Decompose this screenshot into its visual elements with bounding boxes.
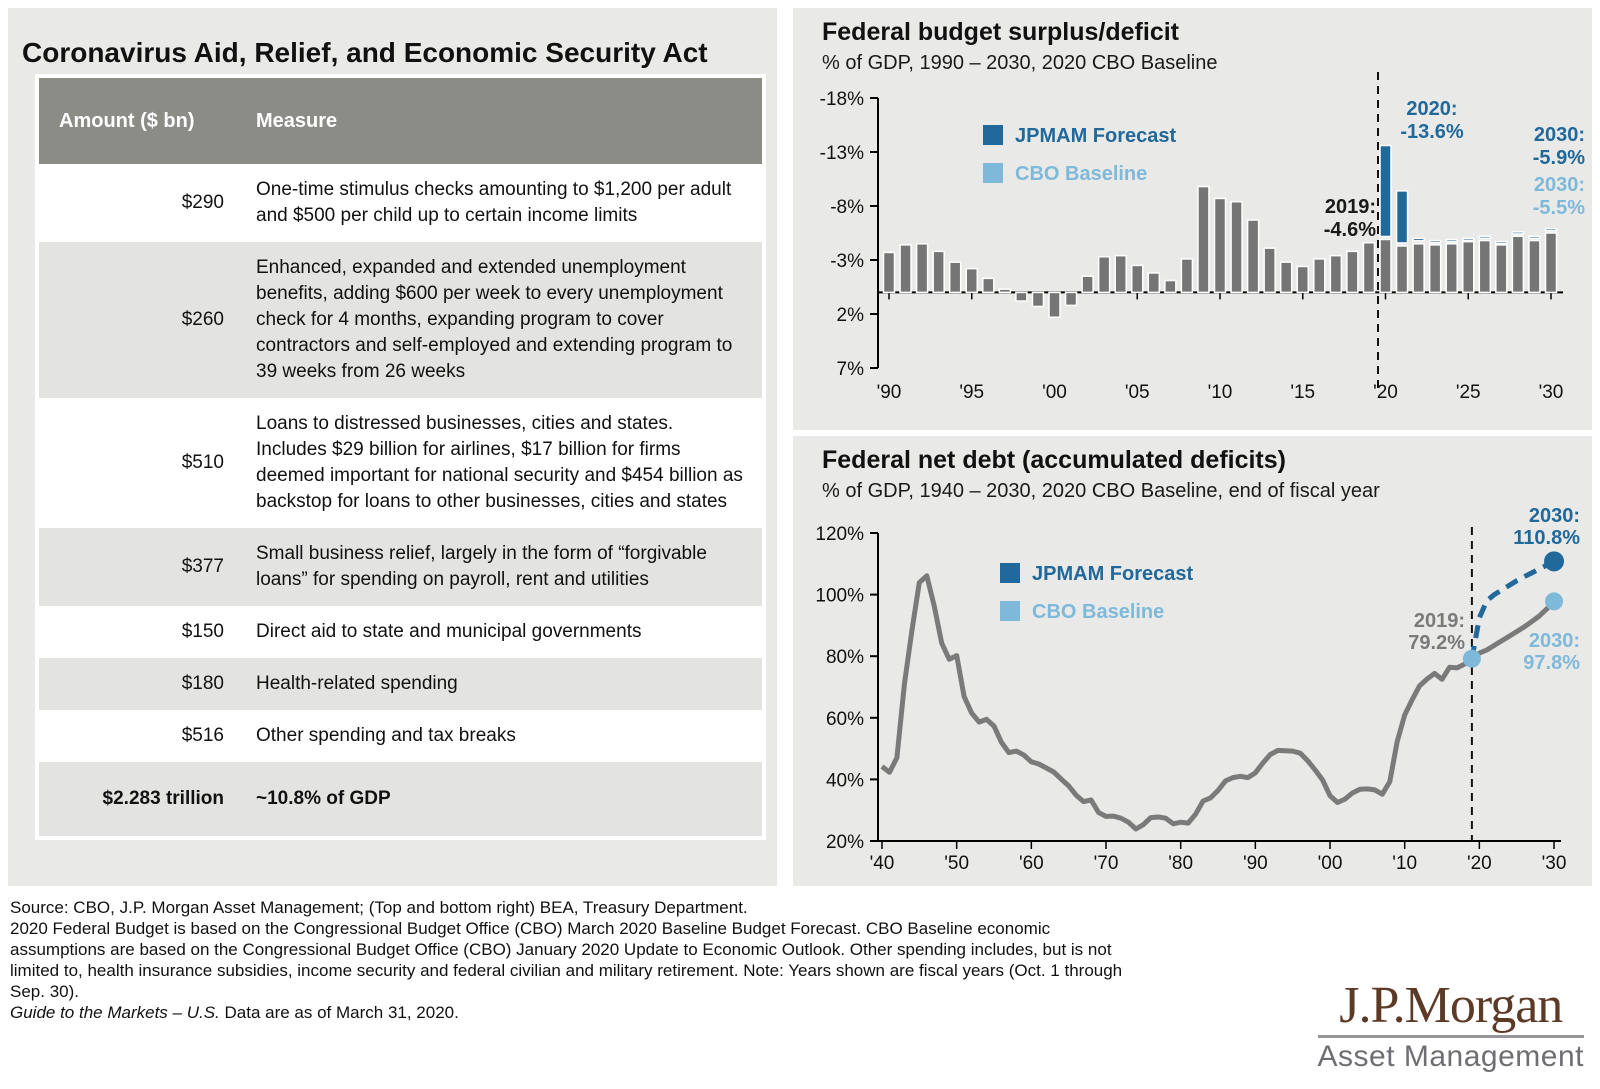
- bar-1994: [950, 262, 961, 292]
- col-header-measure: Measure: [252, 78, 762, 164]
- table-row: [39, 164, 762, 242]
- debt-chart-subtitle: % of GDP, 1940 – 2030, 2020 CBO Baseline, end of fiscal year: [822, 480, 1380, 502]
- x-tick-label: '05: [1124, 382, 1150, 403]
- source-line: Sep. 30).: [10, 982, 79, 1001]
- x-tick-label: '30: [1538, 382, 1564, 403]
- bar-2030: [1546, 233, 1557, 292]
- x-tick-label: '70: [1093, 853, 1119, 874]
- y-tick-label: 7%: [836, 359, 864, 380]
- forecast-bar-2026: [1479, 236, 1490, 238]
- bar-2017: [1330, 256, 1341, 293]
- y-tick-label: 40%: [825, 770, 864, 792]
- y-tick-label: -8%: [830, 197, 864, 218]
- bar-2021: [1397, 246, 1408, 292]
- bar-1996: [983, 278, 994, 292]
- x-tick-label: '50: [944, 853, 970, 874]
- x-axis: [870, 841, 1567, 874]
- source-line: limited to, health insurance subsidies, income security and federal civilian and military retirement. Note: Years shown are fiscal years (Oct. 1 through: [10, 961, 1123, 980]
- forecast-bar-2027: [1496, 242, 1507, 244]
- measure-cell: One-time stimulus checks amounting to $1,200 per adult and $500 per child up to certain income limits: [256, 179, 732, 226]
- y-tick-label: -18%: [819, 89, 864, 110]
- bar-2022: [1413, 244, 1424, 293]
- forecast-bar-2024: [1446, 239, 1457, 241]
- bar-1991: [900, 245, 911, 293]
- x-tick-label: '20: [1373, 382, 1398, 403]
- bar-2000: [1049, 292, 1060, 317]
- marker-2030: [1544, 551, 1564, 571]
- series-historical: [882, 576, 1472, 829]
- x-tick-label: '30: [1541, 853, 1567, 874]
- legend-swatch: [983, 163, 1003, 183]
- bar-2012: [1248, 220, 1259, 292]
- legend-swatch: [983, 125, 1003, 145]
- y-axis: [815, 524, 878, 853]
- amount-cell: $290: [181, 192, 224, 213]
- y-tick-label: -13%: [819, 143, 864, 164]
- bar-1999: [1032, 292, 1043, 306]
- annotation-y2030_jpm: 2030:: [1528, 505, 1580, 527]
- debt-chart: [793, 436, 1592, 886]
- bar-2013: [1264, 248, 1275, 292]
- asset-management-label: Asset Management: [1317, 1040, 1584, 1073]
- y-tick-label: 60%: [825, 708, 864, 730]
- y-tick-label: -3%: [830, 251, 864, 272]
- table-total-row: [39, 762, 762, 836]
- bar-2004: [1115, 256, 1126, 293]
- table-row: [39, 242, 762, 398]
- cares-table: [35, 74, 766, 840]
- amount-cell: $516: [181, 725, 224, 746]
- gtm-date: Data are as of March 31, 2020.: [219, 1003, 459, 1022]
- bar-2011: [1231, 202, 1242, 293]
- bar-2003: [1099, 257, 1110, 293]
- bar-2015: [1297, 266, 1308, 292]
- col-header-amount: Amount ($ bn): [39, 78, 252, 164]
- x-tick-label: '00: [1317, 853, 1343, 874]
- legend-label: CBO Baseline: [1015, 163, 1148, 185]
- bar-2023: [1430, 245, 1441, 293]
- y-tick-label: 20%: [825, 832, 864, 853]
- bar-2024: [1446, 244, 1457, 293]
- x-tick-label: '00: [1042, 382, 1067, 403]
- table-row: [39, 606, 762, 658]
- forecast-bar-2022: [1413, 238, 1424, 240]
- bar-2005: [1132, 265, 1143, 292]
- bar-2029: [1529, 241, 1540, 293]
- forecast-bar-2028: [1512, 232, 1523, 234]
- x-tick-label: '95: [959, 382, 985, 403]
- source-line: 2020 Federal Budget is based on the Congressional Budget Office (CBO) March 2020 Baseline Budget Forecast. CBO Baseline economic: [10, 919, 1051, 938]
- y-tick-label: 2%: [836, 305, 864, 326]
- annotation-y2020: -13.6%: [1400, 121, 1464, 143]
- bar-2027: [1496, 245, 1507, 293]
- cares-act-table: [39, 78, 762, 836]
- table-row: [39, 658, 762, 710]
- forecast-bar-2023: [1430, 241, 1441, 243]
- annotation-y2030_cbo: 2030:: [1533, 174, 1585, 196]
- forecast-bar-2030: [1546, 229, 1557, 231]
- measure-cell: Health-related spending: [256, 673, 458, 694]
- logo-divider: [1318, 1035, 1584, 1038]
- bar-1995: [966, 269, 977, 293]
- annotation-y2030_cbo: 97.8%: [1523, 652, 1580, 674]
- bar-2018: [1347, 251, 1358, 292]
- bar-2008: [1181, 259, 1192, 292]
- annotation-y2019: 2019:: [1413, 610, 1465, 632]
- y-tick-label: 80%: [825, 647, 864, 669]
- jpmorgan-wordmark: J.P.Morgan: [1339, 977, 1563, 1034]
- marker-2030: [1545, 592, 1563, 610]
- bar-2019: [1363, 243, 1374, 293]
- x-tick-label: '20: [1466, 853, 1492, 874]
- measure-cell: Direct aid to state and municipal governments: [256, 621, 642, 642]
- source-line: Source: CBO, J.P. Morgan Asset Management; (Top and bottom right) BEA, Treasury Department.: [10, 898, 748, 917]
- bar-2007: [1165, 281, 1176, 293]
- forecast-bar-2021: [1397, 191, 1408, 243]
- forecast-bar-2029: [1529, 236, 1540, 238]
- x-tick-label: '90: [1242, 853, 1268, 874]
- bar-1992: [917, 244, 928, 293]
- x-tick-label: '80: [1168, 853, 1194, 874]
- bar-2001: [1066, 292, 1077, 305]
- jpmorgan-logo: [1317, 977, 1584, 1074]
- bar-2026: [1479, 241, 1490, 293]
- amount-cell: $377: [181, 556, 224, 577]
- bar-2025: [1463, 242, 1474, 293]
- source-notes: [10, 897, 1290, 1023]
- x-tick-label: '10: [1392, 853, 1418, 874]
- annotation-y2019: 2019:: [1324, 196, 1376, 218]
- table-row: [39, 528, 762, 606]
- bar-2016: [1314, 259, 1325, 292]
- gtm-title: Guide to the Markets – U.S.: [10, 1003, 220, 1022]
- x-tick-label: '25: [1455, 382, 1481, 403]
- table-header-row: [39, 78, 762, 164]
- cares-act-panel: [8, 8, 777, 886]
- annotation-y2019: 79.2%: [1408, 632, 1465, 654]
- annotation-y2030_jpm: -5.9%: [1532, 147, 1585, 169]
- annotation-y2020: 2020:: [1406, 98, 1458, 120]
- legend-label: JPMAM Forecast: [1015, 125, 1177, 147]
- budget-chart-title: Federal budget surplus/deficit: [822, 18, 1179, 46]
- forecast-bar-2025: [1463, 238, 1474, 240]
- legend: [1000, 563, 1193, 623]
- measure-cell: Other spending and tax breaks: [256, 725, 516, 746]
- y-tick-label: 120%: [815, 524, 864, 545]
- annotation-y2030_jpm: 2030:: [1533, 124, 1585, 146]
- table-row: [39, 398, 762, 528]
- page-title: Coronavirus Aid, Relief, and Economic Security Act: [22, 36, 708, 68]
- bar-1998: [1016, 292, 1027, 301]
- measure-cell: Loans to distressed businesses, cities and states. Includes $29 billion for airlines, $17 billion for firms deemed important for national security and $454 billion as backstop for loans to other businesses, cities and states: [256, 413, 743, 512]
- x-tick-label: '40: [869, 853, 895, 874]
- table-row: [39, 710, 762, 762]
- annotation-y2030_cbo: 2030:: [1528, 630, 1580, 652]
- x-axis: [877, 292, 1564, 403]
- amount-cell: $260: [181, 309, 224, 330]
- x-tick-label: '90: [876, 382, 902, 403]
- budget-chart: [793, 8, 1592, 430]
- legend: [983, 125, 1176, 185]
- gtm-line: [10, 1002, 1290, 1023]
- annotation-y2019: -4.6%: [1323, 219, 1376, 241]
- annotation-y2030_jpm: 110.8%: [1513, 527, 1580, 549]
- amount-cell: $180: [181, 673, 224, 694]
- marker-2019: [1463, 650, 1481, 668]
- measure-cell: Enhanced, expanded and extended unemployment benefits, adding $600 per week to every unemployment check for 4 months, expanding program to cover contractors and self-employed and extending program to 39 weeks from 26 weeks: [256, 257, 733, 382]
- bar-2014: [1281, 262, 1292, 292]
- bar-2006: [1148, 273, 1159, 292]
- bar-2028: [1512, 236, 1523, 292]
- y-tick-label: 100%: [815, 585, 864, 607]
- total-measure: ~10.8% of GDP: [256, 788, 391, 809]
- bar-2010: [1215, 198, 1226, 292]
- bar-1990: [884, 252, 895, 292]
- bar-1997: [999, 289, 1010, 292]
- forecast-bar-2020: [1380, 146, 1391, 237]
- debt-chart-panel: [793, 436, 1592, 886]
- debt-chart-title: Federal net debt (accumulated deficits): [822, 446, 1286, 474]
- y-axis: [820, 89, 878, 380]
- total-amount: $2.283 trillion: [102, 788, 224, 809]
- annotation-y2030_cbo: -5.5%: [1532, 197, 1585, 219]
- budget-chart-subtitle: % of GDP, 1990 – 2030, 2020 CBO Baseline: [822, 52, 1218, 74]
- bar-2002: [1082, 276, 1093, 292]
- legend-label: JPMAM Forecast: [1032, 563, 1194, 585]
- legend-label: CBO Baseline: [1032, 601, 1165, 623]
- legend-swatch: [1000, 601, 1020, 621]
- amount-cell: $510: [181, 452, 224, 473]
- x-tick-label: '15: [1290, 382, 1316, 403]
- source-line: assumptions are based on the Congressional Budget Office (CBO) January 2020 Update to Economic Outlook. Other spending includes, but is not: [10, 940, 1112, 959]
- measure-cell: Small business relief, largely in the form of “forgivable loans” for spending on payroll, rent and utilities: [256, 543, 707, 590]
- budget-chart-panel: [793, 8, 1592, 430]
- bar-2009: [1198, 187, 1209, 293]
- x-tick-label: '10: [1207, 382, 1233, 403]
- bar-1993: [933, 251, 944, 292]
- x-tick-label: '60: [1018, 853, 1044, 874]
- amount-cell: $150: [181, 621, 224, 642]
- bar-2020: [1380, 239, 1391, 292]
- legend-swatch: [1000, 563, 1020, 583]
